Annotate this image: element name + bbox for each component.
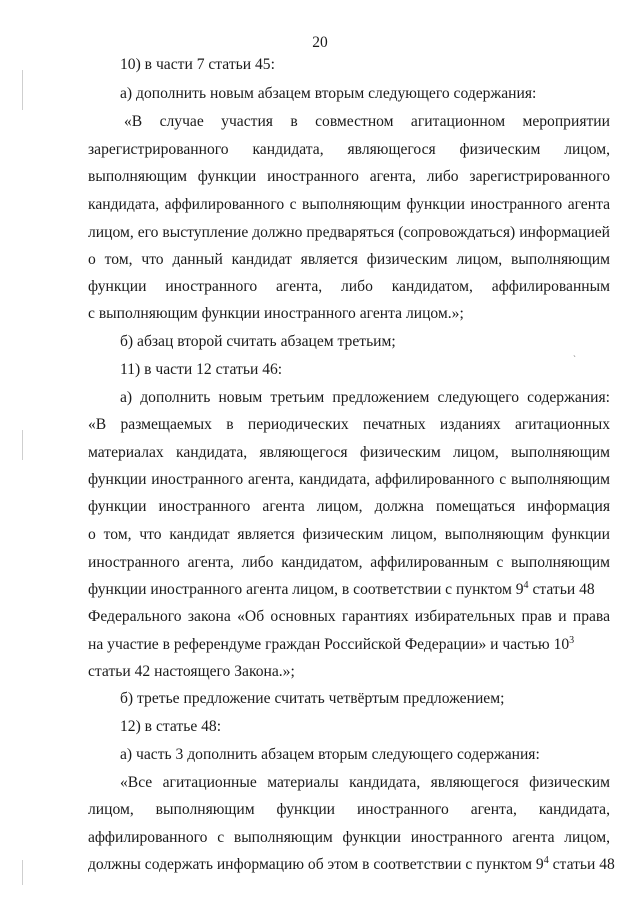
paragraph-line: иностранного агента, либо кандидатом, аффилированным с выполняющим <box>88 554 610 571</box>
paragraph-line: «В случае участия в совместном агитационном мероприятии <box>124 113 610 130</box>
list-item-11: 11) в части 12 статьи 46: <box>120 361 283 378</box>
paragraph-line: Федерального закона «Об основных гарантиях избирательных прав и права <box>88 608 610 625</box>
scan-edge-mark <box>22 430 23 460</box>
paragraph-line <box>88 855 615 875</box>
paragraph-line: «Все агитационные материалы кандидата, являющегося физическим <box>120 774 610 791</box>
paragraph-line: функции иностранного агента, либо кандидатом, аффилированным <box>88 278 610 295</box>
paragraph-line: о том, что данный кандидат является физическим лицом, выполняющим <box>88 251 610 268</box>
scan-edge-mark <box>22 70 23 110</box>
paragraph-line: зарегистрированного кандидата, являющегося физическим лицом, <box>88 141 610 158</box>
superscript: 4 <box>523 580 529 591</box>
subitem-b: б) абзац второй считать абзацем третьим; <box>120 333 396 350</box>
paragraph-line: кандидата, аффилированного с выполняющим функции иностранного агента <box>88 196 610 213</box>
subitem-b: б) третье предложение считать четвёртым предложением; <box>120 690 505 707</box>
paragraph-line: аффилированного с выполняющим функции иностранного агента лицом, <box>88 829 610 846</box>
paragraph-line <box>88 635 610 655</box>
text-fragment: статьи 48 <box>532 581 595 598</box>
text-fragment: должны содержать информацию об этом в соответствии с пунктом 9 <box>88 856 544 873</box>
superscript: 3 <box>569 635 575 646</box>
subitem-a: а) часть 3 дополнить абзацем вторым следующего содержания: <box>120 746 540 763</box>
text-fragment: статьи 48 <box>552 856 615 873</box>
list-item-12: 12) в статье 48: <box>120 718 222 735</box>
subitem-a: а) дополнить новым третьим предложением следующего содержания: <box>120 389 610 406</box>
list-item-10: 10) в части 7 статьи 45: <box>120 56 275 73</box>
paragraph-line: материалах кандидата, являющегося физическим лицом, выполняющим <box>88 444 610 461</box>
scan-edge-mark <box>22 860 23 885</box>
subitem-a: а) дополнить новым абзацем вторым следующего содержания: <box>120 85 537 102</box>
paragraph-line: лицом, выполняющим функции иностранного агента, кандидата, <box>88 801 610 818</box>
paragraph-line: лицом, его выступление должно предваряться (сопровождаться) информацией <box>88 224 610 241</box>
paragraph-line: функции иностранного агента, кандидата, аффилированного с выполняющим <box>88 471 610 488</box>
paragraph-line: с выполняющим функции иностранного агента лицом.»; <box>88 305 464 322</box>
text-fragment: функции иностранного агента лицом, в соответствии с пунктом 9 <box>88 581 524 598</box>
paragraph-line: выполняющим функции иностранного агента, либо зарегистрированного <box>88 168 610 185</box>
page-number: 20 <box>312 34 328 51</box>
paragraph-line: статьи 42 настоящего Закона.»; <box>88 663 295 680</box>
paragraph-line <box>88 580 610 600</box>
paragraph-line: о том, что кандидат является физическим лицом, выполняющим функции <box>88 526 610 543</box>
paragraph-line: функции иностранного агента лицом, должна помещаться информация <box>88 498 610 515</box>
superscript: 4 <box>543 855 549 866</box>
paragraph-line: «В размещаемых в периодических печатных изданиях агитационных <box>88 416 610 433</box>
scan-speck: ˋ <box>573 354 576 364</box>
text-fragment: на участие в референдуме граждан Российской Федерации» и частью 10 <box>88 636 570 653</box>
